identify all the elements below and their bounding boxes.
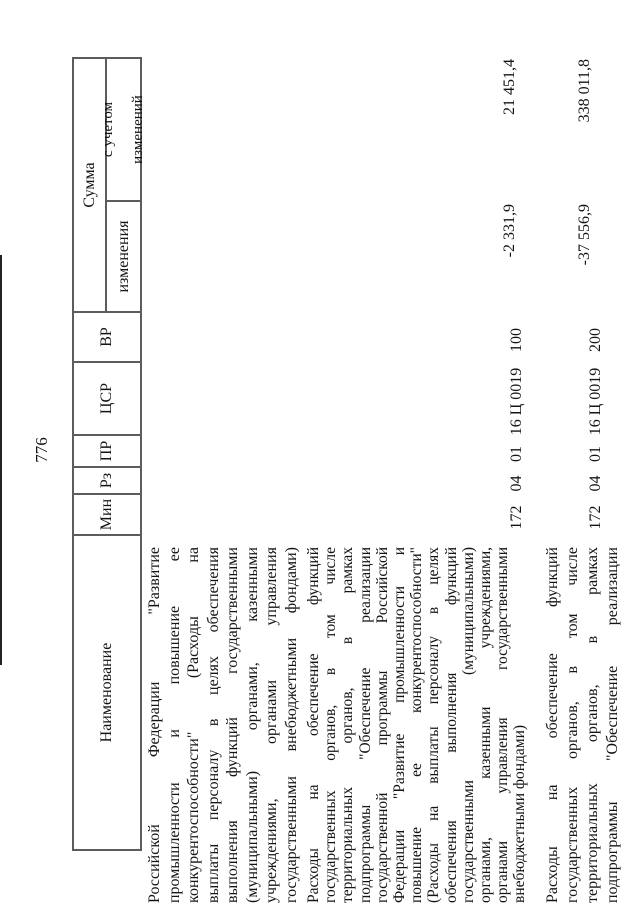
row-continuation-name-text: [145, 547, 301, 903]
header-min-label: Мин: [98, 498, 115, 531]
name-text-line: Федерации "Развитие промышленности и: [390, 547, 408, 903]
name-text-line: промышленности и повышение ее: [165, 547, 183, 903]
name-text-line: государственной программы Российской: [373, 547, 391, 903]
header-rz-label: Рз: [98, 472, 115, 489]
row-vr100-min-code: 172: [508, 505, 525, 530]
row-vr200-csr-code: 16 Ц 0019: [587, 367, 604, 436]
name-text-line: повышение ее конкурентоспособности": [408, 547, 426, 903]
name-text-line: подпрограммы "Обеспечение реализации: [356, 547, 374, 903]
header-cell-name: [74, 536, 140, 849]
row-vr200-name-text: [543, 547, 623, 903]
header-vr-label: ВР: [98, 327, 115, 347]
row-vr100-rz-code: 04: [508, 475, 525, 492]
name-text-line: органами, казенными учреждениями,: [476, 547, 494, 903]
header-sum-change-label: изменения: [107, 200, 140, 311]
name-text-line: (муниципальными) органами, казенными: [243, 547, 261, 903]
table-header: [72, 57, 146, 851]
row-vr100-change-value: -2 331,9: [501, 204, 518, 258]
name-text-line: конкурентоспособности" (Расходы на: [185, 547, 202, 903]
name-text-line: учреждениями, органами управления: [263, 547, 280, 903]
name-text-line: государственными внебюджетными фондами): [282, 547, 300, 903]
header-csr-label: ЦСР: [98, 382, 115, 415]
header-cell-pr: [74, 436, 140, 468]
row-vr100-total-value: 21 451,4: [501, 59, 518, 115]
row-vr200-pr-code: 01: [587, 446, 604, 462]
name-text-line: территориальных органов, в рамках: [339, 547, 357, 903]
name-text-line: государственных органов, в том числе: [322, 547, 340, 903]
name-text-line: Расходы на обеспечение функций: [305, 547, 322, 903]
row-vr200-vr-code: 200: [587, 328, 604, 352]
name-text-line: органами управления государственными: [494, 547, 512, 903]
header-pr-label: ПР: [98, 440, 115, 462]
name-text-line: государственных органов, в том числе: [564, 547, 581, 903]
row-vr200-total-value: 338 011,8: [576, 59, 593, 123]
header-sum-label: Сумма: [74, 59, 107, 311]
page-number: 776: [32, 437, 51, 463]
header-cell-min: [74, 495, 140, 536]
row-vr200-rz-code: 04: [587, 475, 604, 492]
header-name-label: Наименование: [98, 642, 115, 743]
row-vr100-name-text: [305, 547, 528, 903]
header-cell-rz: [74, 468, 140, 495]
name-text-line: выполнения функций государственными: [224, 547, 241, 903]
header-cell-sum-group: [74, 59, 146, 313]
row-vr100-csr-code: 16 Ц 0019: [508, 367, 525, 436]
row-vr100-pr-code: 01: [508, 446, 525, 462]
header-cell-csr: [74, 363, 140, 436]
row-vr200-min-code: 172: [587, 505, 604, 530]
header-sum-total-label: с учетом изменений: [100, 95, 146, 164]
header-cell-vr: [74, 313, 140, 363]
row-vr200-change-value: -37 556,9: [576, 204, 593, 266]
row-vr100-vr-code: 100: [508, 328, 525, 352]
name-text-line: (Расходы на выплаты персоналу в целях: [425, 547, 443, 903]
name-text-line: государственными (муниципальными): [459, 547, 477, 903]
name-text-line: внебюджетными фондами): [511, 724, 529, 903]
name-text-line: территориальных органов, в рамках: [584, 547, 601, 903]
name-text-line: Российской Федерации "Развитие: [146, 547, 163, 903]
name-text-line: Расходы на обеспечение функций: [544, 547, 561, 903]
name-text-line: подпрограммы "Обеспечение реализации: [604, 547, 621, 903]
name-text-line: обеспечения выполнения функций: [442, 547, 460, 903]
name-text-line: выплаты персоналу в целях обеспечения: [204, 547, 222, 903]
